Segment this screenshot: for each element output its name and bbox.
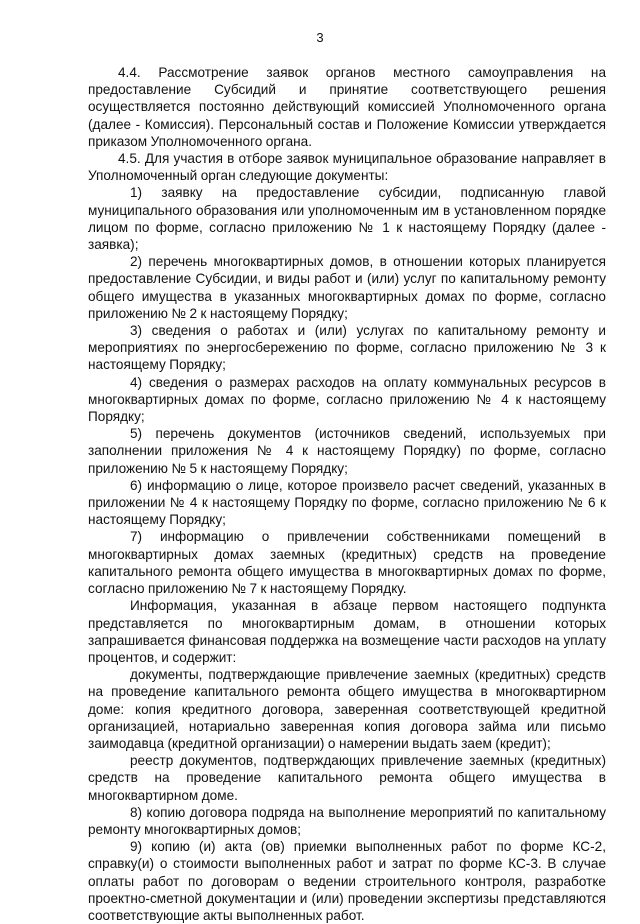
paragraph-4-4: 4.4. Рассмотрение заявок органов местного самоуправления на предоставление Субсидий и принятие соответствующего решения осуществляется постоянно действующий комиссией Уполномоченного органа (далее - Комиссия). Персональный состав и Положение Комиссии утверждается приказом Уполномоченного органа. (88, 65, 606, 149)
documents-paragraph: документы, подтверждающие привлечение заемных (кредитных) средств на проведение капитального ремонта общего имущества в многоквартирном доме: копия кредитного договора, заверенная соответствующей кредитной организацией, нотариально заверенная копия договора займа или письмо заимодавца (кредитной организации) о намерении выдать заем (кредит); (88, 667, 606, 751)
list-item-2: 2) перечень многоквартирных домов, в отношении которых планируется предоставление Субсидии, и виды работ и (или) услуг по капитальному ремонту общего имущества в указанных многоквартирных домах по форме, согласно приложению № 2 к настоящему Порядку; (88, 254, 606, 321)
document-body (88, 64, 606, 924)
list-item-9: 9) копию (и) акта (ов) приемки выполненных работ по форме КС-2, справку(и) о стоимости выполненных работ и затрат по форме КС-3. В случае оплаты работ по договорам о ведении строительного контроля, разработке проектно-сметной документации и (или) проведении экспертизы представляются соответствующие акты выполненных работ. (88, 839, 606, 923)
list-item-3: 3) сведения о работах и (или) услугах по капитальному ремонту и мероприятиях по энергосбережению по форме, согласно приложению № 3 к настоящему Порядку; (88, 323, 606, 373)
info-paragraph: Информация, указанная в абзаце первом настоящего подпункта представляется по многоквартирным домам, в отношении которых запрашивается финансовая поддержка на возмещение части расходов на уплату процентов, и содержит: (88, 598, 606, 665)
list-item-7: 7) информацию о привлечении собственниками помещений в многоквартирных домах заемных (кредитных) средств на проведение капитального ремонта общего имущества в многоквартирных домах по форме, согласно приложению № 7 к настоящему Порядку. (88, 529, 606, 597)
paragraph-4-5: 4.5. Для участия в отборе заявок муниципальное образование направляет в Уполномоченный орган следующие документы: (88, 151, 606, 184)
page-number: 3 (316, 30, 324, 45)
list-item-1: 1) заявку на предоставление субсидии, подписанную главой муниципального образования или уполномоченным им в установленном порядке лицом по форме, согласно приложению № 1 к настоящему Порядку (далее - заявка); (88, 185, 606, 253)
list-item-8: 8) копию договора подряда на выполнение мероприятий по капитальному ремонту многоквартирных домов; (88, 804, 606, 837)
list-item-4: 4) сведения о размерах расходов на оплату коммунальных ресурсов в многоквартирных домах по форме, согласно приложению № 4 к настоящему Порядку; (88, 374, 606, 425)
registry-paragraph: реестр документов, подтверждающих привлечение заемных (кредитных) средств на проведение капитального ремонта общего имущества в многоквартирном доме. (88, 753, 606, 803)
list-item-5: 5) перечень документов (источников сведений, используемых при заполнении приложения № 4 к настоящему Порядку) по форме, согласно приложению № 5 к настоящему Порядку; (88, 426, 606, 476)
list-item-6: 6) информацию о лице, которое произвело расчет сведений, указанных в приложении № 4 к настоящему Порядку по форме, согласно приложению № 6 к настоящему Порядку; (88, 477, 606, 528)
